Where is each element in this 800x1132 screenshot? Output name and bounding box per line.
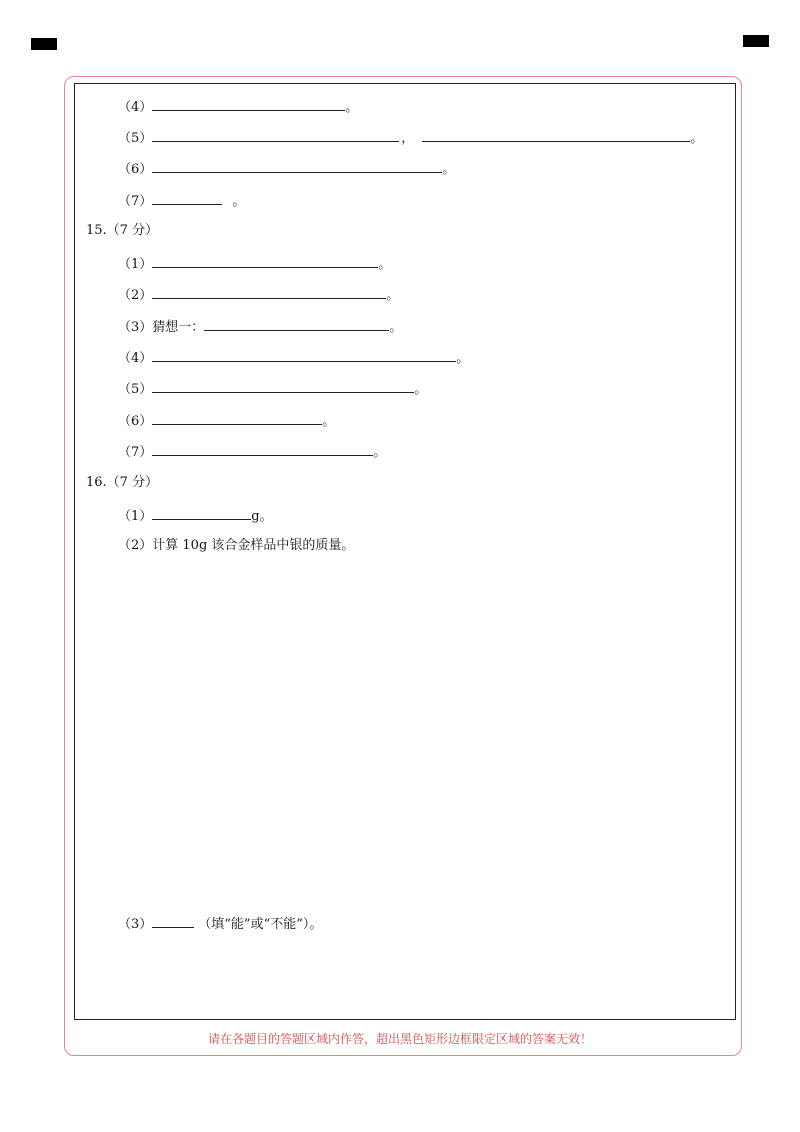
q15-line-4: （4） 。 (118, 351, 470, 366)
q15-line-6: （6） 。 (118, 414, 336, 429)
q14-line-5: （5） ， 。 (118, 131, 704, 146)
answer-blank[interactable] (152, 349, 456, 362)
answer-blank[interactable] (152, 412, 322, 425)
q14-line-6: （6） 。 (118, 162, 456, 177)
answer-blank[interactable] (204, 318, 389, 331)
q15-heading: 15.（7 分） (86, 223, 159, 238)
answer-blank[interactable] (152, 192, 222, 205)
answer-area-notice: 请在各题目的答题区域内作答，超出黑色矩形边框限定区域的答案无效！ (207, 1032, 592, 1046)
q14-label-5: （5） (118, 131, 153, 146)
answer-blank[interactable] (422, 129, 690, 142)
answer-blank[interactable] (152, 507, 251, 520)
alignment-mark-right (743, 35, 769, 47)
q16-calculation-space[interactable] (86, 560, 726, 900)
answer-blank[interactable] (152, 98, 345, 111)
q16-line-2: （2）计算 10g 该合金样品中银的质量。 (118, 538, 355, 553)
q15-line-1: （1） 。 (118, 257, 392, 272)
q14-line-4: （4） 。 (118, 100, 359, 115)
answer-blank[interactable] (152, 129, 399, 142)
q14-label-7: （7） (118, 194, 153, 209)
alignment-mark-left (31, 38, 57, 50)
answer-blank[interactable] (152, 380, 414, 393)
q15-line-2: （2） 。 (118, 288, 400, 303)
q15-line-7: （7） 。 (118, 445, 387, 460)
q15-line-5: （5） 。 (118, 382, 428, 397)
q16-line-3: （3） （填“能”或“不能”）。 (118, 917, 323, 932)
answer-blank[interactable] (152, 255, 378, 268)
answer-blank[interactable] (152, 160, 442, 173)
answer-blank[interactable] (152, 915, 194, 928)
q14-label-4: （4） (118, 100, 153, 115)
q14-line-7: （7） 。 (118, 194, 246, 209)
q14-label-6: （6） (118, 162, 153, 177)
answer-blank[interactable] (152, 443, 373, 456)
q16-heading: 16.（7 分） (86, 475, 159, 490)
q15-line-3: （3）猜想一： 。 (118, 320, 403, 335)
answer-blank[interactable] (152, 286, 386, 299)
q16-line-1: （1） g。 (118, 509, 273, 524)
